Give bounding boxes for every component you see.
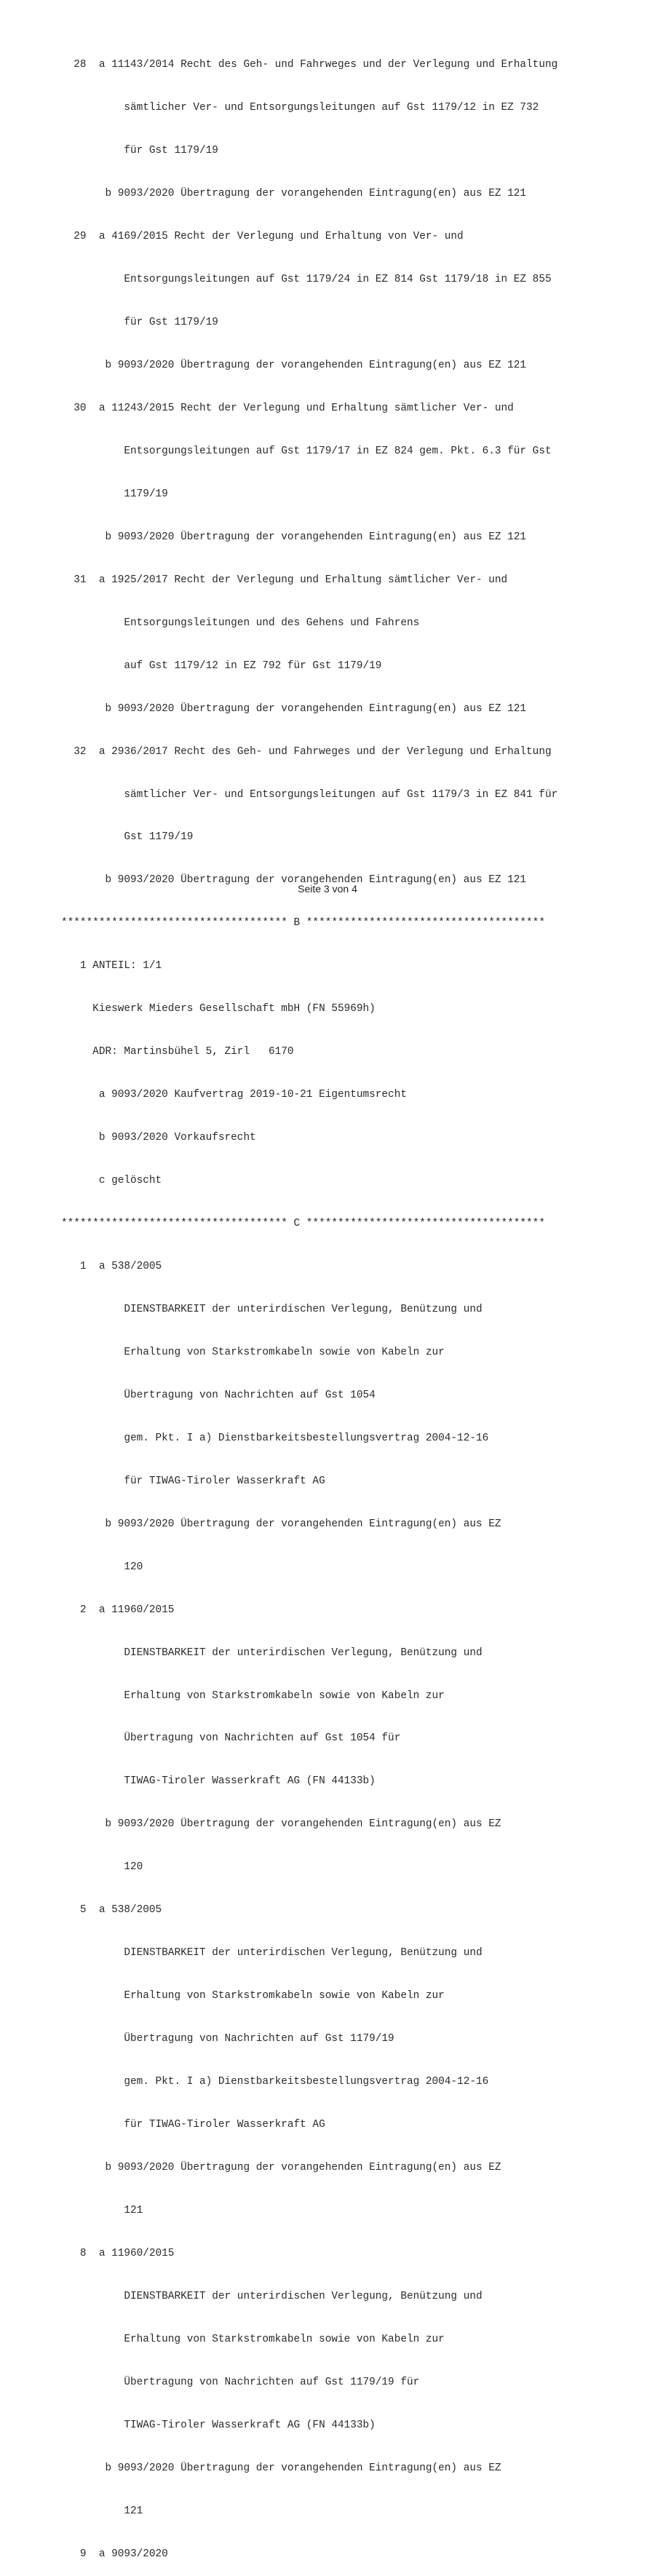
text-line: 120 xyxy=(61,1861,143,1874)
text-line: 1 ANTEIL: 1/1 xyxy=(61,960,162,972)
section-divider-c: ************************************ C ************************************** xyxy=(61,1218,545,1230)
text-line: Erhaltung von Starkstromkabeln sowie von Kabeln zur xyxy=(61,1689,445,1702)
text-line: DIENSTBARKEIT der unterirdischen Verlegung, Benützung und xyxy=(61,1303,483,1315)
text-line: Übertragung von Nachrichten auf Gst 1179/19 für xyxy=(61,2376,420,2388)
text-line: 1179/19 xyxy=(61,488,168,500)
text-line: DIENSTBARKEIT der unterirdischen Verlegung, Benützung und xyxy=(61,1646,483,1659)
text-line: a 9093/2020 Kaufvertrag 2019-10-21 Eigentumsrecht xyxy=(61,1089,407,1101)
text-line: Übertragung von Nachrichten auf Gst 1054 xyxy=(61,1389,376,1401)
text-line: Erhaltung von Starkstromkabeln sowie von Kabeln zur xyxy=(61,1990,445,2002)
text-line: 29 a 4169/2015 Recht der Verlegung und Erhaltung von Ver- und xyxy=(61,231,464,243)
text-line: Entsorgungsleitungen auf Gst 1179/24 in EZ 814 Gst 1179/18 in EZ 855 xyxy=(61,274,552,286)
document-body xyxy=(61,30,557,2576)
text-line: 2 a 11960/2015 xyxy=(61,1604,175,1616)
text-line: Kieswerk Mieders Gesellschaft mbH (FN 55969h) xyxy=(61,1003,376,1015)
text-line: auf Gst 1179/12 in EZ 792 für Gst 1179/19 xyxy=(61,659,382,672)
text-line: sämtlicher Ver- und Entsorgungsleitungen auf Gst 1179/12 in EZ 732 xyxy=(61,102,539,114)
text-line: c gelöscht xyxy=(61,1175,162,1187)
text-line: sämtlicher Ver- und Entsorgungsleitungen auf Gst 1179/3 in EZ 841 für xyxy=(61,788,558,801)
text-line: 5 a 538/2005 xyxy=(61,1904,162,1917)
text-line: 121 xyxy=(61,2204,143,2216)
text-line: 9 a 9093/2020 xyxy=(61,2548,168,2560)
text-line: für TIWAG-Tiroler Wasserkraft AG xyxy=(61,2119,325,2131)
text-line: Erhaltung von Starkstromkabeln sowie von Kabeln zur xyxy=(61,1346,445,1358)
text-line: für Gst 1179/19 xyxy=(61,317,218,329)
text-line: 31 a 1925/2017 Recht der Verlegung und Erhaltung sämtlicher Ver- und xyxy=(61,574,508,586)
text-line: TIWAG-Tiroler Wasserkraft AG (FN 44133b) xyxy=(61,2419,376,2431)
text-line: 30 a 11243/2015 Recht der Verlegung und Erhaltung sämtlicher Ver- und xyxy=(61,402,514,414)
text-line: 1 a 538/2005 xyxy=(61,1261,162,1272)
text-line: Entsorgungsleitungen auf Gst 1179/17 in EZ 824 gem. Pkt. 6.3 für Gst xyxy=(61,445,552,457)
text-line: Übertragung von Nachrichten auf Gst 1179/19 xyxy=(61,2033,394,2045)
text-line: DIENSTBARKEIT der unterirdischen Verlegung, Benützung und xyxy=(61,2290,483,2302)
text-line: Gst 1179/19 xyxy=(61,831,194,844)
text-line: Erhaltung von Starkstromkabeln sowie von Kabeln zur xyxy=(61,2333,445,2345)
text-line: b 9093/2020 Übertragung der vorangehenden Eintragung(en) aus EZ 121 xyxy=(61,531,527,543)
text-line: für Gst 1179/19 xyxy=(61,145,218,157)
text-line: b 9093/2020 Übertragung der vorangehenden Eintragung(en) aus EZ 121 xyxy=(61,359,527,371)
text-line: b 9093/2020 Übertragung der vorangehenden Eintragung(en) aus EZ xyxy=(61,1818,501,1831)
text-line: b 9093/2020 Übertragung der vorangehenden Eintragung(en) aus EZ 121 xyxy=(61,188,527,200)
text-line: TIWAG-Tiroler Wasserkraft AG (FN 44133b) xyxy=(61,1775,376,1788)
text-line: b 9093/2020 Übertragung der vorangehenden Eintragung(en) aus EZ xyxy=(61,1518,501,1530)
text-line: b 9093/2020 Übertragung der vorangehenden Eintragung(en) aus EZ 121 xyxy=(61,874,527,887)
text-line: Übertragung von Nachrichten auf Gst 1054 für xyxy=(61,1732,401,1745)
text-line: 28 a 11143/2014 Recht des Geh- und Fahrweges und der Verlegung und Erhaltung xyxy=(61,59,558,71)
text-line: 120 xyxy=(61,1561,143,1573)
text-line: b 9093/2020 Vorkaufsrecht xyxy=(61,1132,256,1144)
text-line: für TIWAG-Tiroler Wasserkraft AG xyxy=(61,1475,325,1487)
section-divider-b: ************************************ B ************************************** xyxy=(61,917,545,930)
text-line: ADR: Martinsbühel 5, Zirl 6170 xyxy=(61,1046,294,1058)
text-line: 32 a 2936/2017 Recht des Geh- und Fahrweges und der Verlegung und Erhaltung xyxy=(61,745,552,758)
text-line: gem. Pkt. I a) Dienstbarkeitsbestellungsvertrag 2004-12-16 xyxy=(61,2076,489,2088)
text-line: 8 a 11960/2015 xyxy=(61,2247,175,2259)
text-line: gem. Pkt. I a) Dienstbarkeitsbestellungsvertrag 2004-12-16 xyxy=(61,1432,489,1444)
text-line: Entsorgungsleitungen und des Gehens und Fahrens xyxy=(61,617,420,629)
text-line: b 9093/2020 Übertragung der vorangehenden Eintragung(en) aus EZ 121 xyxy=(61,702,527,715)
text-line: b 9093/2020 Übertragung der vorangehenden Eintragung(en) aus EZ xyxy=(61,2162,501,2174)
page-number: Seite 3 von 4 xyxy=(298,883,357,895)
text-line: b 9093/2020 Übertragung der vorangehenden Eintragung(en) aus EZ xyxy=(61,2462,501,2474)
text-line: DIENSTBARKEIT der unterirdischen Verlegung, Benützung und xyxy=(61,1947,483,1959)
text-line: 121 xyxy=(61,2505,143,2517)
